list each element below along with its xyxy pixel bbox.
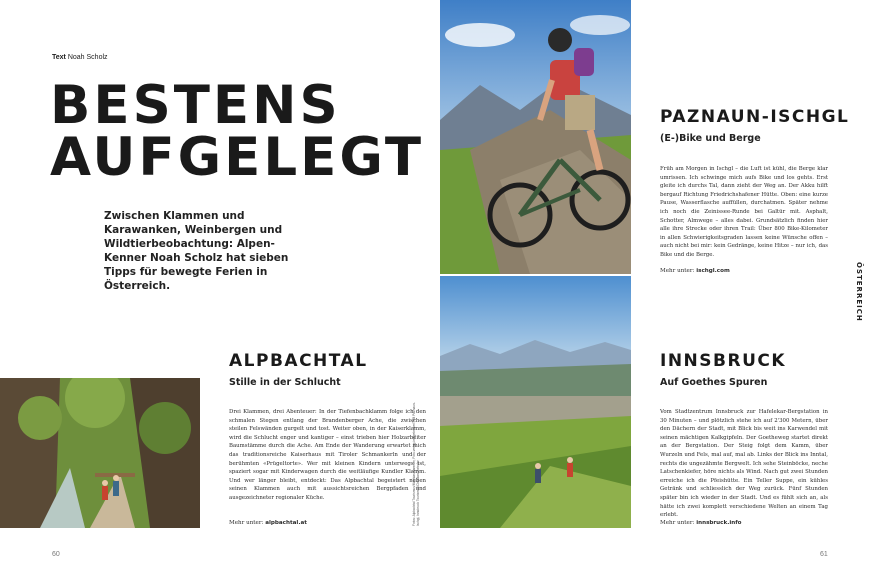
alpbachtal-more — [229, 520, 307, 526]
country-sidebar-text: ÖSTERREICH — [855, 262, 863, 322]
paznaun-link[interactable]: ischgl.com — [696, 268, 730, 274]
page-number-left: 60 — [52, 551, 60, 558]
innsbruck-photo — [440, 276, 631, 528]
photo-credit-text: Fotos: Alpbachtal Tourismus/Matthias Sammer, Foto-verlag-imagebroker/TVB Paznaun-Ischgl, Innsbruck Tourismus/Christian Vorhofer — [412, 402, 420, 526]
innsbruck-link[interactable]: innsbruck.info — [696, 520, 742, 526]
innsbruck-more-label: Mehr unter: — [660, 520, 695, 526]
paznaun-title: PAZNAUN-ISCHGL — [660, 107, 850, 127]
paznaun-more-label: Mehr unter: — [660, 268, 695, 274]
alpbachtal-body: Drei Klammen, drei Abenteuer: In der Tiefenbachklamm folge ich den schmalen Stegen entlang der Brandenberger Ache, die zwischen steilen Felswänden gurgelt und tost. Weiter oben, in der Kaiserklamm, wird die Schlucht enger und kantiger – einst trieben hier Holzarbeiter Baumstämme durch die Ache. Am Ende der Wanderung erwartet mich das traditionsreiche Kaiserhaus mit Tiroler Schmankerln und der berühmten «Prügeltorte». Wer mit kleinen Kindern unterwegs ist, spaziert sogar mit Kinderwagen durch die weitläufige Kundler Klamm. Und wer länger bleibt, entdeckt: Das Alpbachtal begeistert neben seinen Klammen auch mit aussichtsreichen Bergpfaden und ausgezeichneter regionaler Küche. — [229, 409, 426, 501]
photo-credit — [412, 396, 422, 526]
alpbachtal-more-label: Mehr unter: — [229, 520, 264, 526]
innsbruck-more — [660, 520, 742, 526]
mountain-bike-photo — [440, 0, 631, 274]
headline-line-2: AUFGELEGT — [50, 127, 425, 188]
paznaun-subtitle: (E-)Bike und Berge — [660, 133, 761, 144]
country-sidebar-label — [853, 262, 865, 322]
byline-author: Noah Scholz — [67, 54, 108, 61]
headline-line-1: BESTENS — [50, 75, 341, 136]
innsbruck-subtitle: Auf Goethes Spuren — [660, 377, 768, 388]
innsbruck-body: Vom Stadtzentrum Innsbruck zur Hafelekar-Bergstation in 30 Minuten – und plötzlich stehe ich auf 2'300 Metern, über den Dächern der Stadt, mit Blick bis weit ins Karwendel mit seinen mächtigen Kalkgipfeln. Der Goetheweg startet direkt an der Bergstation. Der Steig folgt dem Kamm, über Wurzeln und Fels, mal auf, mal ab. Links der Blick ins Inntal, rechts die ungezähmte Bergwelt. Ich sehe Steinböcke, neche Latschenkiefer, höre nichts als Wind. Nach gut zwei Stunden erreiche ich die Pfeishütte. Ein Teller Suppe, ein kühles Getränk und schliesslich der Weg zurück. Fünf Stunden später bin ich wieder in der Stadt. Und es fühlt sich an, als hätte ich zwei komplett verschiedene Welten an einem Tag erlebt. — [660, 409, 828, 519]
page-number-right: 61 — [820, 551, 828, 558]
paznaun-more — [660, 268, 730, 274]
alpbachtal-link[interactable]: alpbachtal.at — [265, 520, 307, 526]
byline — [52, 54, 108, 61]
innsbruck-title: INNSBRUCK — [660, 351, 787, 371]
byline-label: Text — [52, 54, 66, 61]
gorge-photo — [0, 378, 200, 528]
intro-text: Zwischen Klammen und Karawanken, Weinbergen und Wildtierbeobachtung: Alpen-Kenner Noah Scholz hat sieben Tipps für bewegte Ferien in Österreich. — [104, 210, 289, 292]
alpbachtal-subtitle: Stille in der Schlucht — [229, 377, 341, 388]
headline — [50, 75, 425, 188]
paznaun-body: Früh am Morgen in Ischgl – die Luft ist kühl, die Berge klar umrissen. Ich schwinge mich aufs Bike und los gehts. Erst gleite ich durchs Tal, dann zieht der Weg an. Der Akku hilft bergauf Richtung Friedrichshafener Hütte. Oben: eine kurze Pause, Wasserflasche auffüllen, durchatmen. Später nehme ich noch die Zeinissee-Runde bei Galtür mit. Asphalt, Schotter, Almwege – alles dabei. Grundsätzlich finden hier alle ihre Strecke oder ihren Trail: Über 800 Bike-Kilometer in allen Schwierigkeitsgraden lassen keine Wünsche offen – auch nicht bei mir: kein Gedränge, keine Hitze – nur ich, das Bike und die Berge. — [660, 166, 828, 258]
alpbachtal-title: ALPBACHTAL — [229, 351, 368, 371]
